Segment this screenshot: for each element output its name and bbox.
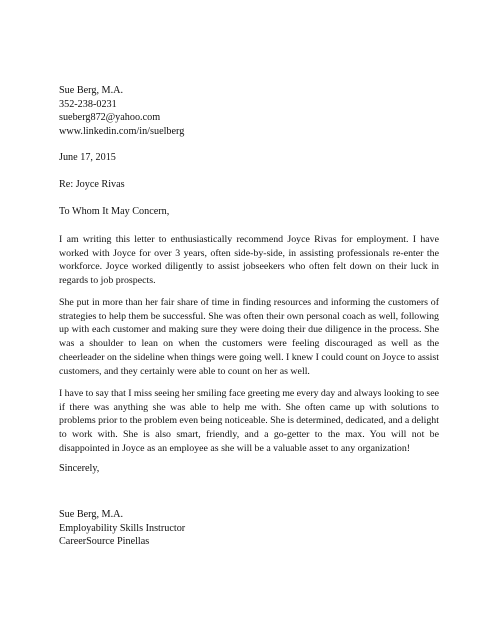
signature-organization: CareerSource Pinellas	[59, 536, 150, 548]
re-block	[59, 178, 439, 192]
paragraph-line: to work with. She is also smart, friendly, and a go-getter to the max. You will not be	[59, 429, 439, 441]
paragraph-line: I have to say that I miss seeing her smiling face greeting me every day and always looking to see	[59, 388, 439, 399]
paragraph-line: cheerleader on the sideline when things were going well. I knew I could count on Joyce to assist	[59, 351, 439, 363]
paragraph-line: regards to job prospects.	[59, 275, 156, 287]
paragraph-line: strategies to help them be successful. She was often their own personal coach as well, following	[59, 310, 439, 322]
salutation: To Whom It May Concern,	[59, 206, 170, 217]
closing: Sincerely,	[59, 463, 100, 474]
signature-block	[59, 508, 439, 549]
body-paragraph-2	[59, 296, 439, 378]
sender-linkedin: www.linkedin.com/in/suelberg	[59, 125, 185, 137]
closing-block	[59, 462, 439, 476]
paragraph-line: problems prior to the problem even being noticeable. She is determined, dedicated, and a delight	[59, 415, 439, 427]
body-paragraph-1	[59, 233, 439, 288]
sender-phone: 352-238-0231	[59, 98, 117, 110]
paragraph-line: was a shoulder to lean on when the customers were feeling discouraged as well as the	[59, 338, 439, 350]
paragraph-line: disappointed in Joyce as an employee as she will be a valuable asset to any organization!	[59, 442, 411, 454]
letter-date: June 17, 2015	[59, 152, 116, 163]
sender-name: Sue Berg, M.A.	[59, 85, 124, 96]
paragraph-line: up with each customer and making sure they were doing their due diligence in the process. She	[59, 324, 439, 336]
paragraph-line: She put in more than her fair share of time in finding resources and informing the customers of	[59, 297, 439, 308]
paragraph-line: if there was anything she was able to help me with. She often came up with solutions to	[59, 401, 439, 413]
paragraph-line: worked with Joyce for over 3 years, often side-by-side, in assisting professionals re-enter the	[59, 247, 439, 259]
paragraph-line: customers, and they certainly were able to count on her as well.	[59, 365, 310, 377]
signature-title: Employability Skills Instructor	[59, 522, 186, 534]
date-block	[59, 151, 439, 165]
re-line: Re: Joyce Rivas	[59, 179, 125, 190]
signature-name: Sue Berg, M.A.	[59, 509, 124, 520]
sender-block	[59, 84, 439, 138]
body-paragraph-3	[59, 387, 439, 456]
paragraph-line: workforce. Joyce worked diligently to assist jobseekers who often felt down on their luck in	[59, 261, 439, 273]
salutation-block	[59, 205, 439, 219]
paragraph-line: I am writing this letter to enthusiastically recommend Joyce Rivas for employment. I have	[59, 234, 439, 245]
sender-email: sueberg872@yahoo.com	[59, 112, 161, 124]
